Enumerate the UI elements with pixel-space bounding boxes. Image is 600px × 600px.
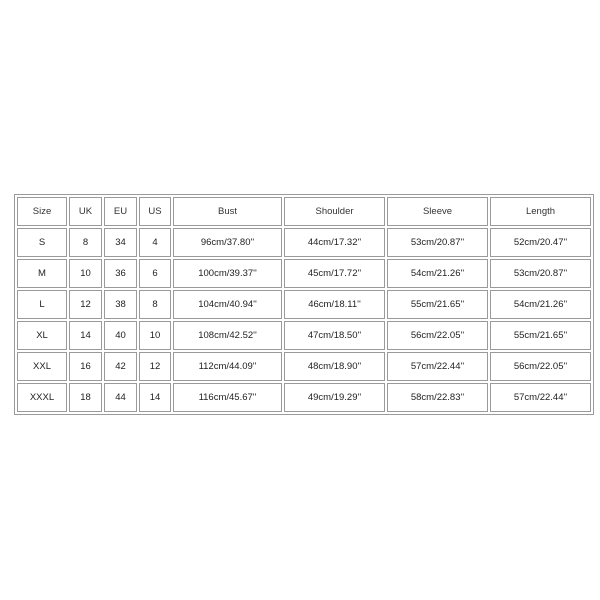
column-header-sleeve: Sleeve [387,197,488,226]
cell-sleeve: 54cm/21.26'' [387,259,488,288]
cell-uk: 8 [69,228,102,257]
cell-us: 12 [139,352,171,381]
cell-size: S [17,228,67,257]
cell-length: 56cm/22.05'' [490,352,591,381]
header-row [17,197,591,226]
cell-bust: 112cm/44.09'' [173,352,282,381]
cell-sleeve: 58cm/22.83'' [387,383,488,412]
cell-sleeve: 55cm/21.65'' [387,290,488,319]
cell-shoulder: 48cm/18.90'' [284,352,385,381]
cell-us: 14 [139,383,171,412]
cell-bust: 108cm/42.52'' [173,321,282,350]
column-header-length: Length [490,197,591,226]
column-header-bust: Bust [173,197,282,226]
cell-shoulder: 47cm/18.50'' [284,321,385,350]
cell-eu: 36 [104,259,137,288]
column-header-uk: UK [69,197,102,226]
cell-eu: 38 [104,290,137,319]
cell-eu: 42 [104,352,137,381]
cell-uk: 16 [69,352,102,381]
cell-size: XL [17,321,67,350]
cell-sleeve: 56cm/22.05'' [387,321,488,350]
cell-size: L [17,290,67,319]
cell-shoulder: 46cm/18.11'' [284,290,385,319]
column-header-eu: EU [104,197,137,226]
cell-uk: 14 [69,321,102,350]
table-row [17,290,591,319]
cell-bust: 116cm/45.67'' [173,383,282,412]
size-chart-table [14,194,594,415]
cell-us: 6 [139,259,171,288]
cell-shoulder: 45cm/17.72'' [284,259,385,288]
cell-uk: 18 [69,383,102,412]
cell-bust: 104cm/40.94'' [173,290,282,319]
cell-eu: 40 [104,321,137,350]
cell-size: XXL [17,352,67,381]
cell-bust: 96cm/37.80'' [173,228,282,257]
cell-us: 4 [139,228,171,257]
cell-uk: 10 [69,259,102,288]
cell-size: M [17,259,67,288]
cell-sleeve: 53cm/20.87'' [387,228,488,257]
cell-length: 55cm/21.65'' [490,321,591,350]
cell-eu: 44 [104,383,137,412]
cell-size: XXXL [17,383,67,412]
column-header-us: US [139,197,171,226]
table-row [17,352,591,381]
cell-us: 8 [139,290,171,319]
cell-us: 10 [139,321,171,350]
table-row [17,321,591,350]
table-row [17,259,591,288]
cell-shoulder: 44cm/17.32'' [284,228,385,257]
cell-shoulder: 49cm/19.29'' [284,383,385,412]
column-header-size: Size [17,197,67,226]
cell-sleeve: 57cm/22.44'' [387,352,488,381]
table-row [17,228,591,257]
cell-eu: 34 [104,228,137,257]
cell-length: 54cm/21.26'' [490,290,591,319]
column-header-shoulder: Shoulder [284,197,385,226]
cell-length: 52cm/20.47'' [490,228,591,257]
cell-length: 53cm/20.87'' [490,259,591,288]
cell-length: 57cm/22.44'' [490,383,591,412]
cell-uk: 12 [69,290,102,319]
table-row [17,383,591,412]
cell-bust: 100cm/39.37'' [173,259,282,288]
